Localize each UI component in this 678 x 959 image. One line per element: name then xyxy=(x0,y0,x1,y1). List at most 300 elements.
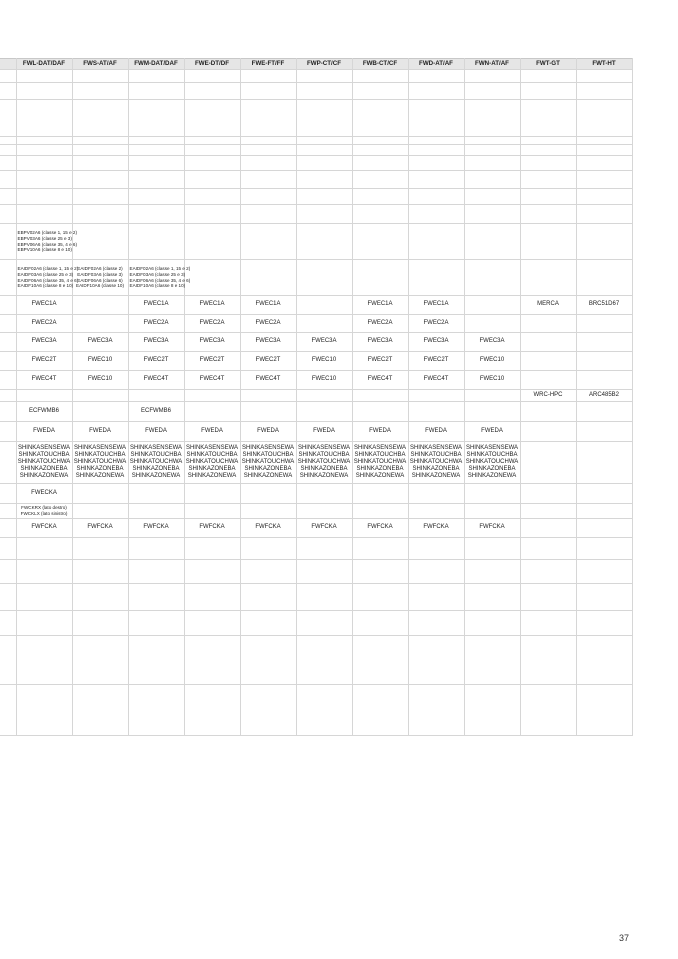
table-cell: FWEC1A xyxy=(16,296,72,315)
row-spacer-cell xyxy=(0,636,16,685)
table-cell xyxy=(184,611,240,636)
table-cell xyxy=(184,538,240,560)
table-cell xyxy=(128,260,191,296)
table-cell xyxy=(352,156,408,171)
table-cell xyxy=(72,171,128,189)
cell-line: SHINKATOUCHWA xyxy=(297,458,351,465)
table-cell: FWEC2A xyxy=(16,315,72,333)
table-row xyxy=(0,584,632,611)
table-cell xyxy=(72,156,128,171)
table-cell xyxy=(184,390,240,402)
table-row xyxy=(0,519,632,538)
table-cell: FWEC4T xyxy=(16,371,72,390)
cell-line: SHINKAZONEWA xyxy=(131,473,181,480)
cell-line: EBPV03A6 (classe 25 e 3) xyxy=(17,235,72,241)
cell-line: EAIDF02A6 (classe 1, 15 e 2) xyxy=(17,266,79,272)
table-cell xyxy=(184,156,240,171)
column-header: FWD-AT/AF xyxy=(408,59,464,70)
table-cell xyxy=(576,145,632,156)
cell-line: EAIDF03A6 (classe 25 e 3) xyxy=(17,271,74,277)
table-cell xyxy=(464,137,520,145)
table-cell xyxy=(464,171,520,189)
table-cell xyxy=(352,685,408,736)
table-cell xyxy=(576,171,632,189)
table-cell xyxy=(464,685,520,736)
table-cell xyxy=(16,100,72,137)
table-cell xyxy=(520,402,576,422)
table-cell xyxy=(16,189,72,205)
table-cell xyxy=(464,156,520,171)
table-cell xyxy=(296,504,352,519)
table-cell xyxy=(576,442,632,484)
table-cell xyxy=(520,189,576,205)
table-row xyxy=(0,390,632,402)
table-cell xyxy=(352,484,408,504)
table-cell xyxy=(576,422,632,442)
table-cell xyxy=(16,137,72,145)
table-cell: FWFCKA xyxy=(240,519,296,538)
table-cell xyxy=(296,260,352,296)
cell-line: SHINKAZONEBA xyxy=(20,466,68,473)
column-header: FWN-AT/AF xyxy=(464,59,520,70)
table-cell xyxy=(520,333,576,352)
cell-line: FWCKLX (lato sinistro) xyxy=(20,511,68,516)
table-cell xyxy=(72,390,128,402)
cell-line: SHINKAZONEBA xyxy=(356,466,404,473)
table-cell xyxy=(408,83,464,100)
row-spacer-cell xyxy=(0,442,16,484)
table-cell xyxy=(520,315,576,333)
table-cell xyxy=(352,560,408,584)
table-cell xyxy=(184,685,240,736)
table-cell xyxy=(16,538,72,560)
table-cell xyxy=(464,390,520,402)
column-header: FWE-FT/FF xyxy=(240,59,296,70)
column-header: FWM-DAT/DAF xyxy=(128,59,184,70)
cell-line: SHINKAZONEWA xyxy=(187,473,237,480)
table-cell: FWEDA xyxy=(352,422,408,442)
table-cell xyxy=(184,83,240,100)
table-cell xyxy=(408,137,464,145)
table-cell xyxy=(408,100,464,137)
table-cell xyxy=(464,260,520,296)
table-cell: FWEC3A xyxy=(240,333,296,352)
table-cell xyxy=(352,584,408,611)
table-cell xyxy=(352,137,408,145)
page-number: 37 xyxy=(619,933,630,943)
table-cell xyxy=(408,685,464,736)
table-cell xyxy=(296,137,352,145)
cell-line: SHINKASENSEWA xyxy=(297,444,351,451)
row-spacer-cell xyxy=(0,538,16,560)
table-cell xyxy=(72,402,128,422)
cell-line: SHINKASENSEWA xyxy=(353,444,407,451)
table-cell xyxy=(240,636,296,685)
table-cell: FWEDA xyxy=(128,422,184,442)
table-cell xyxy=(72,100,128,137)
table-cell xyxy=(184,145,240,156)
table-cell xyxy=(240,560,296,584)
row-spacer-cell xyxy=(0,205,16,224)
table-cell: FWEC1A xyxy=(184,296,240,315)
table-cell xyxy=(464,402,520,422)
table-row xyxy=(0,371,632,390)
table-cell xyxy=(240,100,296,137)
table-cell xyxy=(352,538,408,560)
table-cell: FWEC3A xyxy=(296,333,352,352)
table-cell xyxy=(240,402,296,422)
table-cell xyxy=(464,205,520,224)
cell-line: SHINKAZONEWA xyxy=(355,473,405,480)
table-cell xyxy=(128,100,184,137)
table-cell xyxy=(72,205,128,224)
table-cell xyxy=(352,171,408,189)
table-cell xyxy=(296,611,352,636)
cell-line: EAIDF03A6 (classe 25 e 3) xyxy=(129,271,186,277)
table-cell xyxy=(128,137,184,145)
table-cell: FWEC2T xyxy=(16,352,72,371)
row-spacer-cell xyxy=(0,519,16,538)
cell-line: SHINKASENSEWA xyxy=(73,444,127,451)
table-cell xyxy=(16,636,72,685)
table-cell xyxy=(184,205,240,224)
table-cell: FWEDA xyxy=(296,422,352,442)
cell-line: SHINKAZONEWA xyxy=(411,473,461,480)
table-cell xyxy=(464,504,520,519)
table-cell xyxy=(184,189,240,205)
table-body xyxy=(0,70,632,736)
table-cell xyxy=(576,352,632,371)
table-cell xyxy=(520,538,576,560)
table-cell xyxy=(520,100,576,137)
table-cell xyxy=(240,484,296,504)
row-spacer-cell xyxy=(0,315,16,333)
table-header-row xyxy=(0,59,632,70)
table-cell xyxy=(408,260,464,296)
row-spacer-cell xyxy=(0,260,16,296)
table-cell: FWFCKA xyxy=(128,519,184,538)
row-spacer-cell xyxy=(0,504,16,519)
table-row xyxy=(0,70,632,83)
table-cell xyxy=(240,584,296,611)
table-cell xyxy=(72,442,128,484)
table-cell xyxy=(72,224,128,260)
table-cell xyxy=(352,224,408,260)
table-cell xyxy=(408,145,464,156)
table-cell xyxy=(184,70,240,83)
table-cell xyxy=(128,538,184,560)
table-cell xyxy=(576,371,632,390)
table-cell xyxy=(352,83,408,100)
table-cell xyxy=(296,636,352,685)
table-cell: FWEC4T xyxy=(408,371,464,390)
table-cell xyxy=(464,611,520,636)
table-cell xyxy=(464,145,520,156)
table-cell: FWFCKA xyxy=(408,519,464,538)
table-cell xyxy=(576,519,632,538)
table-cell xyxy=(296,402,352,422)
table-cell xyxy=(520,584,576,611)
table-cell xyxy=(128,171,184,189)
table-cell xyxy=(352,189,408,205)
table-row xyxy=(0,504,632,519)
table-cell xyxy=(520,636,576,685)
table-cell xyxy=(520,83,576,100)
table-cell xyxy=(352,100,408,137)
table-cell xyxy=(408,484,464,504)
row-spacer-cell xyxy=(0,484,16,504)
table-cell xyxy=(128,156,184,171)
table-cell: FWEDA xyxy=(184,422,240,442)
table-cell xyxy=(520,611,576,636)
cell-line: SHINKATOUCHBA xyxy=(354,451,406,458)
row-spacer-cell xyxy=(0,224,16,260)
table-cell: FWEC10 xyxy=(72,352,128,371)
table-row xyxy=(0,315,632,333)
cell-line: SHINKAZONEBA xyxy=(412,466,460,473)
table-cell xyxy=(72,137,128,145)
table-cell xyxy=(128,584,184,611)
table-cell xyxy=(408,156,464,171)
table-cell xyxy=(576,137,632,145)
table-cell xyxy=(184,171,240,189)
table-cell xyxy=(408,636,464,685)
table-row xyxy=(0,611,632,636)
table-cell: FWEC4T xyxy=(128,371,184,390)
row-spacer-cell xyxy=(0,83,16,100)
table-row xyxy=(0,260,632,296)
cell-line: SHINKAZONEBA xyxy=(244,466,292,473)
table-cell: FWEC4T xyxy=(240,371,296,390)
table-cell xyxy=(408,70,464,83)
table-row xyxy=(0,560,632,584)
table-cell xyxy=(520,560,576,584)
row-spacer-cell xyxy=(0,70,16,83)
table-cell xyxy=(576,584,632,611)
table-cell xyxy=(72,296,128,315)
table-cell xyxy=(296,145,352,156)
table-cell xyxy=(464,584,520,611)
table-cell: FWEC1A xyxy=(128,296,184,315)
table-cell: FWEC2A xyxy=(352,315,408,333)
table-cell xyxy=(520,224,576,260)
table-row xyxy=(0,156,632,171)
table-cell: FWEC3A xyxy=(72,333,128,352)
table-cell xyxy=(128,560,184,584)
table-row xyxy=(0,442,632,484)
table-row xyxy=(0,83,632,100)
table-cell xyxy=(464,83,520,100)
table-cell: FWEC2A xyxy=(240,315,296,333)
table-cell: FWEC2A xyxy=(184,315,240,333)
table-cell: FWEC10 xyxy=(72,371,128,390)
table-cell xyxy=(352,390,408,402)
table-row xyxy=(0,205,632,224)
table-row xyxy=(0,224,632,260)
table-cell xyxy=(408,189,464,205)
cell-line: SHINKASENSEWA xyxy=(17,444,71,451)
table-cell xyxy=(296,560,352,584)
table-cell xyxy=(576,205,632,224)
table-cell xyxy=(240,224,296,260)
table-cell xyxy=(16,560,72,584)
table-cell: FWEC10 xyxy=(464,352,520,371)
table-cell xyxy=(464,100,520,137)
table-cell xyxy=(72,636,128,685)
column-header: FWB-CT/CF xyxy=(352,59,408,70)
table-cell xyxy=(184,442,240,484)
table-cell xyxy=(296,83,352,100)
cell-line: SHINKAZONEWA xyxy=(467,473,517,480)
table-cell: MERCA xyxy=(520,296,576,315)
table-cell xyxy=(296,224,352,260)
table-row xyxy=(0,685,632,736)
table-row xyxy=(0,538,632,560)
table-cell: FWFCKA xyxy=(16,519,72,538)
row-spacer-cell xyxy=(0,100,16,137)
table-cell xyxy=(128,224,184,260)
cell-line: EAIDF10A6 (classe 10) xyxy=(76,283,124,289)
cell-line: SHINKAZONEWA xyxy=(19,473,69,480)
table-cell xyxy=(16,504,72,519)
table-cell: FWEC1A xyxy=(240,296,296,315)
row-spacer-cell xyxy=(0,137,16,145)
cell-line: SHINKATOUCHBA xyxy=(130,451,182,458)
row-spacer-cell xyxy=(0,422,16,442)
row-spacer-cell xyxy=(0,371,16,390)
cell-line: EAIDF02A6 (classe 1, 15 e 2) xyxy=(129,266,191,272)
table-cell xyxy=(240,390,296,402)
cell-line: SHINKATOUCHWA xyxy=(185,458,239,465)
table-cell xyxy=(352,442,408,484)
cell-line: SHINKASENSEWA xyxy=(409,444,463,451)
table-cell xyxy=(72,260,128,296)
table-cell: FWEDA xyxy=(408,422,464,442)
table-cell xyxy=(128,442,184,484)
cell-line: EAIDF06A6 (classe 35, 4 e 6) xyxy=(17,277,79,283)
table-cell: FWEC10 xyxy=(464,371,520,390)
table-cell xyxy=(72,70,128,83)
table-cell xyxy=(576,560,632,584)
table-cell: WRC-HPC xyxy=(520,390,576,402)
table-cell xyxy=(520,484,576,504)
cell-line: EBPV02A6 (classe 1, 15 e 2) xyxy=(17,230,77,236)
table-cell xyxy=(520,504,576,519)
row-spacer-cell xyxy=(0,333,16,352)
column-header: FWS-AT/AF xyxy=(72,59,128,70)
table-row xyxy=(0,137,632,145)
table-cell xyxy=(16,205,72,224)
table-cell xyxy=(72,538,128,560)
table-cell xyxy=(408,504,464,519)
table-cell xyxy=(464,315,520,333)
table-cell xyxy=(184,484,240,504)
table-cell xyxy=(464,560,520,584)
table-cell xyxy=(128,484,184,504)
table-cell xyxy=(408,390,464,402)
table-cell xyxy=(352,70,408,83)
table-cell xyxy=(240,156,296,171)
table-cell xyxy=(576,315,632,333)
table-cell xyxy=(576,70,632,83)
table-cell: FWEC3A xyxy=(464,333,520,352)
table-cell xyxy=(576,333,632,352)
table-cell xyxy=(520,260,576,296)
row-spacer-cell xyxy=(0,171,16,189)
table-cell xyxy=(520,519,576,538)
table-cell xyxy=(520,422,576,442)
table-cell: ECFWMB6 xyxy=(16,402,72,422)
table-cell xyxy=(464,296,520,315)
table-cell: FWEC2T xyxy=(408,352,464,371)
table-cell: FWEC2T xyxy=(240,352,296,371)
table-cell: BRC51D67 xyxy=(576,296,632,315)
table-cell xyxy=(128,685,184,736)
table-cell xyxy=(16,442,72,484)
table-cell: FWFCKA xyxy=(464,519,520,538)
table-cell xyxy=(240,189,296,205)
cell-line: SHINKASENSEWA xyxy=(129,444,183,451)
table-cell xyxy=(520,156,576,171)
table-row xyxy=(0,189,632,205)
cell-line: SHINKATOUCHBA xyxy=(298,451,350,458)
table-cell xyxy=(464,189,520,205)
table-cell: FWEC2T xyxy=(352,352,408,371)
table-cell: FWEDA xyxy=(240,422,296,442)
cell-line: EAIDF10A6 (classe 8 e 10) xyxy=(129,283,186,289)
table-cell xyxy=(296,189,352,205)
table-cell xyxy=(296,685,352,736)
table-row xyxy=(0,636,632,685)
table-cell xyxy=(464,442,520,484)
table-cell xyxy=(72,145,128,156)
cell-line: SHINKATOUCHWA xyxy=(17,458,71,465)
table-cell xyxy=(520,145,576,156)
table-cell xyxy=(520,442,576,484)
table-cell xyxy=(576,685,632,736)
table-cell: FWEC4T xyxy=(184,371,240,390)
table-cell xyxy=(408,205,464,224)
row-spacer-cell xyxy=(0,352,16,371)
table-cell xyxy=(184,224,240,260)
table-cell xyxy=(240,171,296,189)
table-cell xyxy=(520,371,576,390)
table-cell xyxy=(576,538,632,560)
compatibility-table xyxy=(0,58,633,736)
table-cell xyxy=(576,611,632,636)
table-cell xyxy=(296,171,352,189)
cell-line: SHINKAZONEBA xyxy=(468,466,516,473)
table-cell xyxy=(128,390,184,402)
table-cell xyxy=(184,560,240,584)
cell-line: SHINKATOUCHWA xyxy=(465,458,519,465)
table-cell xyxy=(296,315,352,333)
table-cell xyxy=(296,584,352,611)
row-spacer-cell xyxy=(0,611,16,636)
table-cell xyxy=(408,560,464,584)
table-cell xyxy=(464,538,520,560)
table-cell xyxy=(576,156,632,171)
table-cell xyxy=(240,145,296,156)
cell-line: SHINKAZONEWA xyxy=(75,473,125,480)
table-cell xyxy=(408,538,464,560)
table-cell xyxy=(296,484,352,504)
table-cell: FWEDA xyxy=(464,422,520,442)
table-cell xyxy=(464,70,520,83)
table-cell xyxy=(576,504,632,519)
table-cell: FWEC10 xyxy=(296,371,352,390)
table-cell xyxy=(184,584,240,611)
